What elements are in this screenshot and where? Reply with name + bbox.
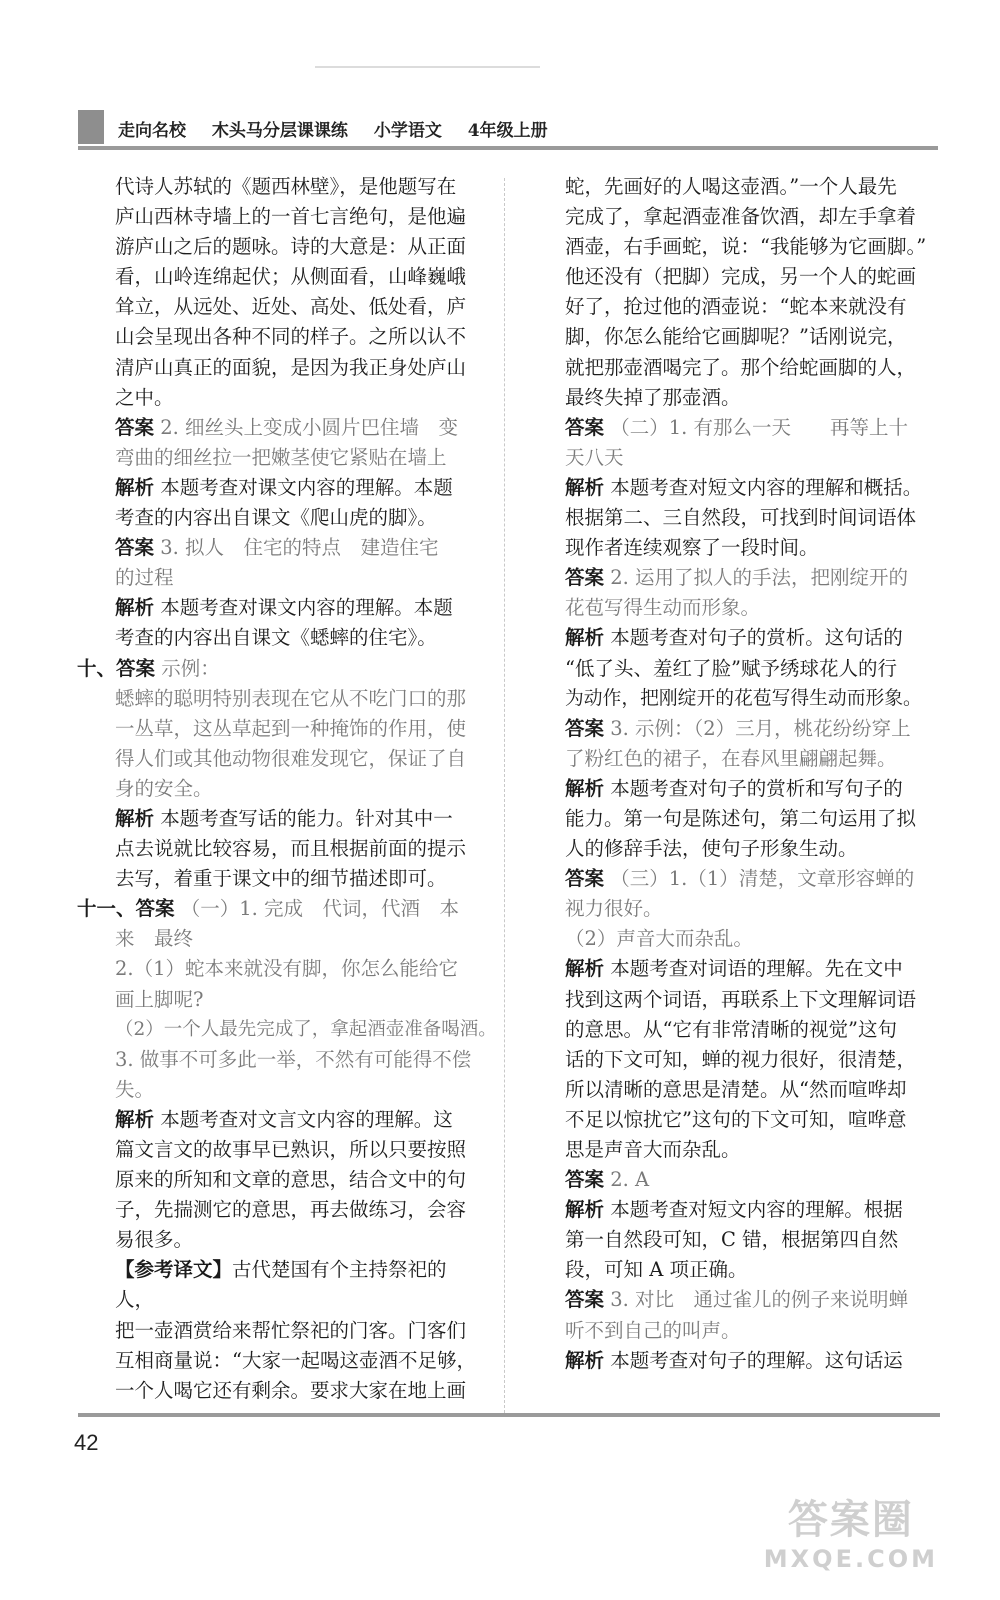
analysis-text: 本题考查对句子的理解。这句话运 [610, 1348, 903, 1372]
watermark-site: MXQE.COM [763, 1545, 938, 1573]
answer-label: 答案 [565, 566, 605, 590]
analysis-label: 解析 [565, 776, 605, 800]
answer-label: 答案 [565, 716, 605, 740]
analysis-r6 [565, 1346, 940, 1376]
answer-text: 了粉红色的裙子，在春风里翩翩起舞。 [565, 746, 897, 770]
analysis-label: 解析 [565, 1348, 605, 1372]
answer-label: 答案 [565, 415, 605, 439]
answer-text: 3. 对比 通过雀儿的例子来说明蝉 [610, 1288, 909, 1312]
header-grade: 4年级上册 [467, 121, 548, 141]
section-11 [77, 894, 485, 924]
analysis-text: 易很多。 [115, 1228, 194, 1252]
answer-3 [115, 533, 485, 563]
analysis-text: 本题考查对句子的赏析。这句话的 [610, 626, 903, 650]
analysis-label: 解析 [565, 957, 605, 981]
reference-text: 互相商量说：“大家一起喝这壶酒不足够， [115, 1348, 476, 1372]
analysis-label: 解析 [115, 1107, 155, 1131]
analysis-label: 解析 [115, 806, 155, 830]
analysis-r1 [565, 473, 940, 503]
analysis-r2 [565, 623, 940, 653]
answer-label: 答案 [565, 1288, 605, 1312]
top-rule [315, 66, 540, 68]
page-number: 42 [74, 1430, 99, 1455]
analysis-r3 [565, 774, 940, 804]
answer-label: 答案 [135, 897, 175, 921]
analysis-label: 解析 [115, 475, 155, 499]
answer-text: （一）1. 完成 代词，代酒 本 [180, 897, 460, 921]
answer-text: 2. A [610, 1168, 650, 1192]
section-10 [77, 654, 485, 684]
answer-r3 [565, 714, 940, 744]
footer-rule [78, 1413, 940, 1417]
header-series: 走向名校 [118, 121, 186, 141]
text-line: 游庐山之后的题咏。诗的大意是：从正面 [115, 235, 467, 259]
answer-text: 3. 示例：（2）三月，桃花纷纷穿上 [610, 716, 911, 740]
column-divider [504, 178, 505, 1413]
section-number: 十、 [77, 656, 117, 680]
section-number: 十一、 [77, 897, 136, 921]
analysis-text: 能力。第一句是陈述句，第二句运用了拟 [565, 806, 917, 830]
analysis-text: 本题考查对词语的理解。先在文中 [610, 957, 903, 981]
analysis-text: 本题考查对课文内容的理解。本题 [160, 596, 453, 620]
analysis-text: 根据第二、三自然段，可找到时间词语体 [565, 506, 917, 530]
analysis-text: 为动作，把刚绽开的花苞写得生动而形象。 [565, 687, 922, 709]
analysis-text: 本题考查对课文内容的理解。本题 [160, 475, 453, 499]
header-subject: 小学语文 [373, 121, 442, 141]
answer-text: 听不到自己的叫声。 [565, 1318, 741, 1342]
header-rule [78, 146, 938, 150]
text-line: 脚，你怎么能给它画脚呢？”话刚说完， [565, 325, 907, 349]
answer-text: 画上脚呢? [115, 987, 204, 1011]
answer-text: （2）一个人最先完成了，拿起酒壶准备喝酒。 [115, 1018, 497, 1040]
reference-text: 一个人喝它还有剩余。要求大家在地上画 [115, 1378, 467, 1402]
page-header [78, 110, 938, 150]
text-line: 他还没有（把脚）完成，另一个人的蛇画 [565, 265, 917, 289]
answer-text: 天八天 [565, 445, 624, 469]
analysis-10 [115, 804, 485, 834]
text-line: 庐山西林寺墙上的一首七言绝句，是他遍 [115, 205, 467, 229]
answer-text: （2）声音大而杂乱。 [565, 927, 753, 951]
analysis-text: “低了头、羞红了脸”赋予绣球花人的行 [565, 656, 897, 680]
answer-label: 答案 [565, 1168, 605, 1192]
answer-label: 答案 [116, 656, 156, 680]
text-line: 清庐山真正的面貌，是因为我正身处庐山 [115, 355, 467, 379]
reference-translation [115, 1255, 485, 1315]
analysis-label: 解析 [565, 1198, 605, 1222]
answer-text: 来 最终 [115, 927, 194, 951]
answer-2 [115, 413, 485, 443]
answer-text: 视力很好。 [565, 897, 663, 921]
analysis-text: 本题考查对短文内容的理解和概括。 [610, 475, 923, 499]
analysis-text: 去写，着重于课文中的细节描述即可。 [115, 867, 447, 891]
analysis-text: 的意思。从“它有非常清晰的视觉”这句 [565, 1017, 897, 1041]
analysis-text: 子，先揣测它的意思，再去做练习，会容 [115, 1198, 467, 1222]
analysis-text: 点去说就比较容易，而且根据前面的提示 [115, 837, 467, 861]
analysis-label: 解析 [565, 626, 605, 650]
text-line: 完成了，拿起酒壶准备饮酒，却左手拿着 [565, 205, 917, 229]
answer-r1 [565, 413, 940, 443]
analysis-text: 本题考查对文言文内容的理解。这 [160, 1107, 453, 1131]
answer-text: （二）1. 有那么一天 再等上十 [610, 415, 909, 439]
answer-label: 答案 [115, 536, 155, 560]
analysis-r4 [565, 954, 940, 984]
analysis-text: 话的下文可知，蝉的视力很好，很清楚， [565, 1047, 917, 1071]
answer-text: 得人们或其他动物很难发现它，保证了自 [115, 746, 467, 770]
answer-text: 2. 细丝头上变成小圆片巴住墙 变 [160, 415, 459, 439]
text-line: 就把那壶酒喝完了。那个给蛇画脚的人， [565, 355, 917, 379]
left-column [77, 172, 497, 1406]
answer-r4 [565, 864, 940, 894]
answer-r5 [565, 1165, 940, 1195]
header-marker [78, 110, 104, 144]
analysis-text: 现作者连续观察了一段时间。 [565, 536, 819, 560]
analysis-text: 考查的内容出自课文《蟋蟀的住宅》。 [115, 626, 437, 650]
analysis-label: 解析 [115, 596, 155, 620]
answer-text: 的过程 [115, 566, 174, 590]
answer-label: 答案 [115, 415, 155, 439]
text-line: 看，山岭连绵起伏；从侧面看，山峰巍峨 [115, 265, 467, 289]
answer-text: 身的安全。 [115, 776, 213, 800]
analysis-text: 篇文言文的故事早已熟识，所以只要按照 [115, 1138, 467, 1161]
analysis-text: 不足以惊扰它”这句的下文可知，喧哗意 [565, 1107, 907, 1131]
analysis-text: 思是声音大而杂乱。 [565, 1138, 741, 1161]
watermark-brand: 答案圈 [787, 1497, 914, 1543]
text-line: 耸立，从远处、近处、高处、低处看，庐 [115, 295, 467, 319]
analysis-11 [115, 1105, 485, 1135]
right-column [565, 172, 940, 1376]
analysis-r5 [565, 1195, 940, 1225]
answer-text: 弯曲的细丝拉一把嫩茎使它紧贴在墙上 [115, 445, 447, 469]
analysis-2 [115, 473, 485, 503]
answer-text: （三）1.（1）清楚，文章形容蝉的 [610, 867, 915, 891]
text-line: 山会呈现出各种不同的样子。之所以认不 [115, 325, 467, 349]
answer-label: 答案 [565, 867, 605, 891]
text-line: 好了，抢过他的酒壶说：“蛇本来就没有 [565, 295, 907, 319]
analysis-text: 原来的所知和文章的意思，结合文中的句 [115, 1168, 467, 1192]
text-line: 最终失掉了那壶酒。 [565, 385, 741, 409]
text-line: 代诗人苏轼的《题西林壁》，是他题写在 [115, 175, 457, 198]
analysis-text: 段，可知 A 项正确。 [565, 1258, 748, 1282]
analysis-label: 解析 [565, 475, 605, 499]
answer-r6 [565, 1285, 940, 1315]
text-line: 之中。 [115, 385, 174, 409]
answer-text: 蟋蟀的聪明特别表现在它从不吃门口的那 [115, 686, 467, 710]
reference-text: 古代楚国有个主持祭祀的人， [115, 1258, 447, 1312]
header-book: 木头马分层课课练 [211, 121, 348, 141]
site-watermark [764, 1488, 938, 1573]
answer-r2 [565, 563, 940, 593]
analysis-text: 找到这两个词语，再联系上下文理解词语 [565, 987, 917, 1011]
answer-text: 2.（1）蛇本来就没有脚，你怎么能给它 [115, 957, 459, 981]
answer-text: 2. 运用了拟人的手法，把刚绽开的 [610, 566, 909, 590]
analysis-text: 本题考查写话的能力。针对其中一 [160, 806, 453, 830]
analysis-text: 所以清晰的意思是清楚。从“然而喧哗却 [565, 1077, 907, 1101]
answer-text: 失。 [115, 1077, 155, 1101]
answer-text: 3. 拟人 住宅的特点 建造住宅 [160, 536, 439, 560]
answer-text: 示例： [161, 656, 220, 680]
text-line: 酒壶，右手画蛇，说：“我能够为它画脚。” [565, 235, 927, 259]
analysis-text: 本题考查对句子的赏析和写句子的 [610, 776, 903, 800]
analysis-3 [115, 593, 485, 623]
answer-text: 一丛草，这丛草起到一种掩饰的作用，使 [115, 716, 467, 740]
answer-text: 3. 做事不可多此一举，不然有可能得不偿 [115, 1047, 472, 1071]
header-title [118, 116, 568, 141]
text-line: 蛇，先画好的人喝这壶酒。”一个人最先 [565, 175, 897, 198]
answer-text: 花苞写得生动而形象。 [565, 596, 761, 620]
analysis-text: 考查的内容出自课文《爬山虎的脚》。 [115, 506, 437, 530]
analysis-text: 第一自然段可知，C 错，根据第四自然 [565, 1228, 899, 1252]
analysis-text: 人的修辞手法，使句子形象生动。 [565, 837, 858, 861]
reference-text: 把一壶酒赏给来帮忙祭祀的门客。门客们 [115, 1318, 467, 1342]
reference-label: 【参考译文】 [115, 1258, 233, 1282]
analysis-text: 本题考查对短文内容的理解。根据 [610, 1198, 903, 1222]
